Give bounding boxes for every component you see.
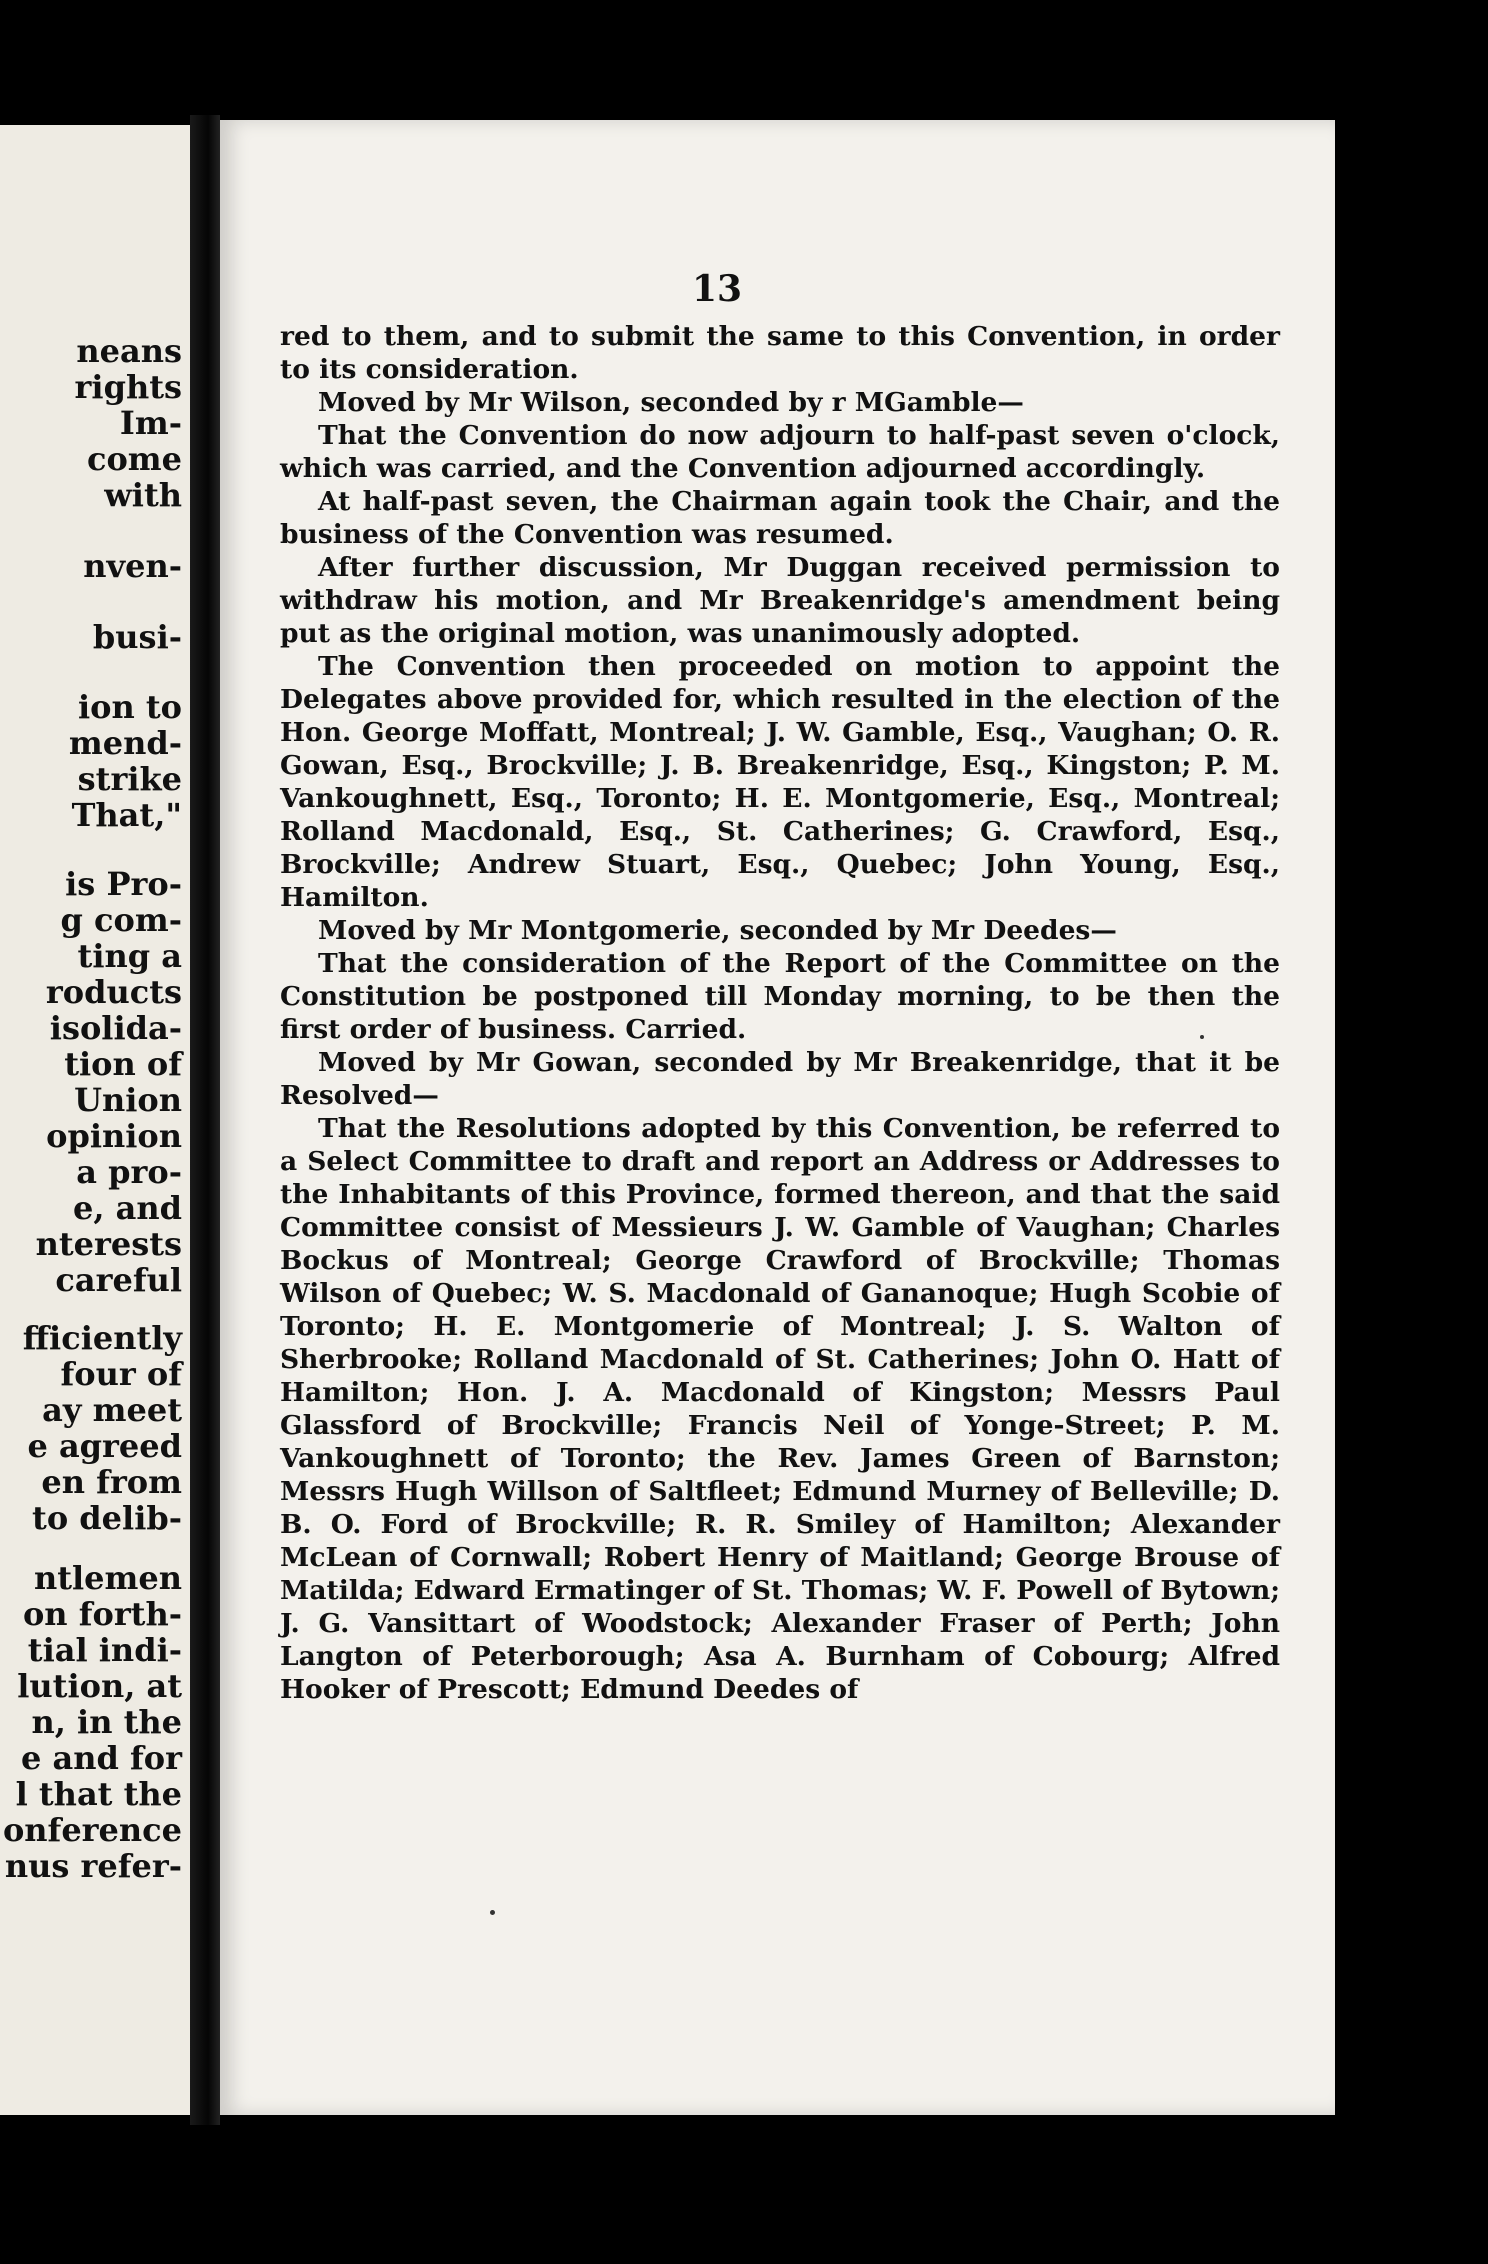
left-page-line: Im- [119, 404, 182, 442]
book-gutter [190, 115, 220, 2125]
left-page-line: neans [76, 332, 182, 370]
paragraph: The Convention then proceeded on motion to appoint the Delegates above provided for, which resulted in the election of the Hon. George Moffatt, Montreal; J. W. Gamble, Esq., Vaughan; O. R. Gowan, Esq., Brockville; J. B. Breakenridge, Esq., Kingston; P. M. Vankoughnett, Esq., Toronto; H. E. Montgomerie, Esq., Montreal; Rolland Macdonald, Esq., St. Catherines; G. Crawford, Esq., Brockville; Andrew Stuart, Esq., Quebec; John Young, Esq., Hamilton. [280, 651, 1280, 913]
ink-speck [490, 1910, 495, 1915]
left-page-line: four of [60, 1355, 182, 1393]
left-page-line: to delib- [32, 1499, 182, 1537]
paragraph: At half-past seven, the Chairman again took the Chair, and the business of the Convention was resumed. [280, 486, 1280, 550]
left-page-line: Union [74, 1081, 182, 1119]
left-page-line: with [104, 476, 182, 514]
left-page-line: ay meet [42, 1391, 182, 1429]
left-page-line: tion of [64, 1045, 182, 1083]
left-page-line: ntlemen [33, 1559, 182, 1597]
paragraph: That the consideration of the Report of the Committee on the Constitution be postponed till Monday morning, to be then the first order of business. Carried. [280, 948, 1280, 1045]
left-page-line: isolida- [49, 1009, 182, 1047]
left-page-line: lution, at [17, 1667, 182, 1705]
paragraph: That the Resolutions adopted by this Convention, be referred to a Select Committee to draft and report an Address or Addresses to the Inhabitants of this Province, formed thereon, and that the said Committee consist of Messieurs J. W. Gamble of Vaughan; Charles Bockus of Montreal; George Crawford of Brockville; Thomas Wilson of Quebec; W. S. Macdonald of Gananoque; Hugh Scobie of Toronto; H. E. Montgomerie of Montreal; J. S. Walton of Sherbrooke; Rolland Macdonald of St. Catherines; John O. Hatt of Hamilton; Hon. J. A. Macdonald of Kingston; Messrs Paul Glassford of Brockville; Francis Neil of Yonge-Street; P. M. Vankoughnett of Toronto; the Rev. James Green of Barnston; Messrs Hugh Willson of Saltfleet; Edmund Murney of Belleville; D. B. O. Ford of Brockville; R. R. Smiley of Hamilton; Alexander McLean of Cornwall; Robert Henry of Maitland; George Brouse of Matilda; Edward Ermatinger of St. Thomas; W. F. Powell of Bytown; J. G. Vansittart of Woodstock; Alexander Fraser of Perth; John Langton of Peterborough; Asa A. Burnham of Cobourg; Alfred Hooker of Prescott; Edmund Deedes of [280, 1113, 1280, 1705]
left-page-line: a pro- [76, 1153, 182, 1191]
left-page-line: nterests [35, 1225, 182, 1263]
previous-page-fragment [0, 125, 190, 2115]
left-page-line: opinion [46, 1117, 182, 1155]
paragraph: Moved by Mr Montgomerie, seconded by Mr Deedes— [318, 915, 1117, 946]
left-page-line: rights [74, 368, 182, 406]
left-page-line: careful [55, 1261, 182, 1299]
left-page-line: is Pro- [65, 865, 182, 903]
left-page-line: roducts [45, 973, 182, 1011]
page-body [280, 320, 1280, 1706]
paragraph: After further discussion, Mr Duggan received permission to withdraw his motion, and Mr Breakenridge's amendment being put as the original motion, was unanimously adopted. [280, 552, 1280, 649]
left-page-line: tial indi- [27, 1631, 182, 1669]
left-page-line: e, and [72, 1189, 182, 1227]
ink-speck [1200, 1035, 1204, 1039]
left-page-line: en from [41, 1463, 182, 1501]
left-page-line: onference [2, 1811, 182, 1849]
left-page-line: strike [77, 760, 182, 798]
left-page-line: n, in the [31, 1703, 182, 1741]
left-page-line: ting a [77, 937, 182, 975]
left-page-line: That," [71, 796, 182, 834]
left-page-line: on forth- [22, 1595, 182, 1633]
left-page-line: l that the [15, 1775, 182, 1813]
page [220, 120, 1335, 2115]
left-page-line: g com- [60, 901, 182, 939]
paragraph: red to them, and to submit the same to this Convention, in order to its consideration. [280, 321, 1280, 385]
page-number: 13 [692, 268, 743, 310]
left-page-line: e agreed [27, 1427, 182, 1465]
left-page-line: fficiently [22, 1319, 182, 1357]
left-page-line: ion to [77, 688, 182, 726]
left-page-line: nven- [83, 547, 182, 585]
left-page-line: busi- [92, 618, 182, 656]
paragraph: That the Convention do now adjourn to half-past seven o'clock, which was carried, and the Convention adjourned accordingly. [280, 420, 1280, 484]
paragraph: Moved by Mr Gowan, seconded by Mr Breakenridge, that it be Resolved— [280, 1047, 1280, 1111]
paragraph: Moved by Mr Wilson, seconded by r MGamble— [318, 387, 1024, 418]
left-page-line: e and for [21, 1739, 182, 1777]
left-page-line: come [86, 440, 182, 478]
left-page-line: nus refer- [4, 1847, 182, 1885]
left-page-line: mend- [68, 724, 182, 762]
